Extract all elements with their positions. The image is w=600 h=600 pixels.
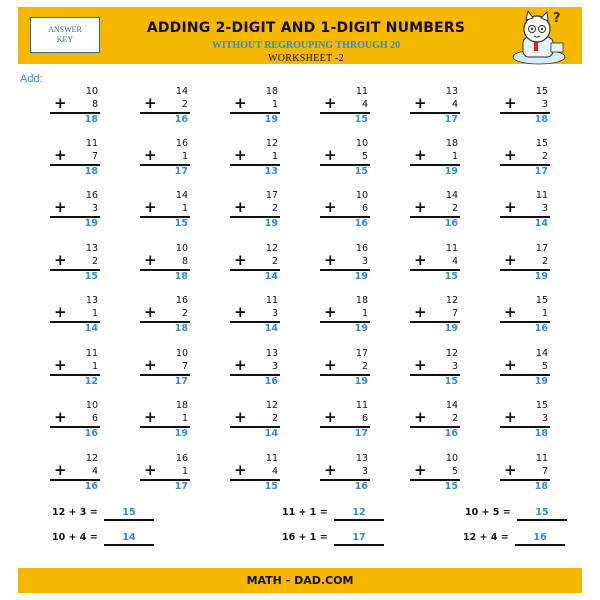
addition-problem <box>404 453 462 493</box>
addend-top: 10 <box>175 243 188 254</box>
addend-bottom: 7 <box>451 308 458 319</box>
answer-value: 15 <box>354 166 368 177</box>
addend-bottom: 3 <box>361 256 368 267</box>
addend-bottom: 3 <box>451 361 458 372</box>
answer-value: 14 <box>534 218 548 229</box>
plus-sign-icon: + <box>234 303 247 321</box>
plus-sign-icon: + <box>504 356 517 374</box>
addend-top: 16 <box>175 138 188 149</box>
plus-sign-icon: + <box>234 356 247 374</box>
answer-value: 19 <box>534 271 548 282</box>
plus-sign-icon: + <box>144 303 157 321</box>
addend-top: 14 <box>445 400 458 411</box>
addition-problem <box>314 138 372 178</box>
answer-value: 16 <box>444 428 458 439</box>
plus-sign-icon: + <box>324 356 337 374</box>
plus-sign-icon: + <box>144 251 157 269</box>
equation-text: 11 + 1 = <box>282 507 328 518</box>
answer-value: 19 <box>174 428 188 439</box>
plus-sign-icon: + <box>414 251 427 269</box>
problem-grid <box>44 86 564 494</box>
answer-value: 19 <box>264 114 278 125</box>
addend-bottom: 3 <box>541 99 548 110</box>
horizontal-addition-problem <box>282 507 402 523</box>
addend-top: 11 <box>265 453 278 464</box>
addition-problem <box>224 453 282 493</box>
addend-bottom: 2 <box>541 256 548 267</box>
worksheet-number: WORKSHEET -2 <box>268 53 344 64</box>
plus-sign-icon: + <box>144 94 157 112</box>
addend-top: 13 <box>265 348 278 359</box>
answer-value: 15 <box>174 218 188 229</box>
addition-problem <box>404 190 462 230</box>
addend-top: 13 <box>85 295 98 306</box>
addend-bottom: 1 <box>181 203 188 214</box>
plus-sign-icon: + <box>234 94 247 112</box>
addend-top: 11 <box>445 243 458 254</box>
addend-top: 16 <box>175 453 188 464</box>
addition-problem <box>494 400 552 440</box>
addend-top: 12 <box>265 400 278 411</box>
addition-problem <box>314 453 372 493</box>
plus-sign-icon: + <box>414 94 427 112</box>
addend-bottom: 3 <box>271 361 278 372</box>
worksheet-title: ADDING 2-DIGIT AND 1-DIGIT NUMBERS <box>146 20 466 36</box>
addition-problem <box>44 86 102 126</box>
plus-sign-icon: + <box>234 198 247 216</box>
worksheet-subtitle: WITHOUT REGROUPING THROUGH 20 <box>211 40 401 51</box>
addend-bottom: 8 <box>91 99 98 110</box>
addend-top: 14 <box>175 190 188 201</box>
addend-top: 18 <box>445 138 458 149</box>
answer-blank-line <box>517 519 567 521</box>
addend-top: 13 <box>85 243 98 254</box>
answer-value: 18 <box>84 166 98 177</box>
plus-sign-icon: + <box>504 408 517 426</box>
answer-value: 19 <box>444 323 458 334</box>
answer-value: 16 <box>444 218 458 229</box>
plus-sign-icon: + <box>324 146 337 164</box>
addition-problem <box>314 86 372 126</box>
addend-bottom: 2 <box>451 413 458 424</box>
plus-sign-icon: + <box>504 303 517 321</box>
plus-sign-icon: + <box>414 146 427 164</box>
plus-sign-icon: + <box>54 251 67 269</box>
answer-value: 16 <box>354 481 368 492</box>
answer-value: 15 <box>122 507 136 518</box>
addend-bottom: 6 <box>361 203 368 214</box>
addend-top: 11 <box>265 295 278 306</box>
addend-top: 10 <box>85 400 98 411</box>
plus-sign-icon: + <box>324 94 337 112</box>
plus-sign-icon: + <box>324 198 337 216</box>
addition-problem <box>134 295 192 335</box>
addend-top: 17 <box>535 243 548 254</box>
answer-value: 17 <box>174 376 188 387</box>
equation-text: 10 + 5 = <box>465 507 511 518</box>
plus-sign-icon: + <box>54 94 67 112</box>
addend-top: 15 <box>535 86 548 97</box>
addend-top: 10 <box>85 86 98 97</box>
addend-bottom: 3 <box>91 203 98 214</box>
answer-value: 17 <box>534 166 548 177</box>
addend-bottom: 7 <box>181 361 188 372</box>
addend-bottom: 2 <box>361 361 368 372</box>
plus-sign-icon: + <box>414 461 427 479</box>
addition-problem <box>494 86 552 126</box>
addend-top: 11 <box>85 138 98 149</box>
addend-bottom: 1 <box>91 308 98 319</box>
answer-value: 15 <box>354 114 368 125</box>
footer-brand: MATH - DAD.COM <box>18 568 582 593</box>
addend-bottom: 1 <box>541 308 548 319</box>
header-banner <box>18 7 582 64</box>
plus-sign-icon: + <box>234 146 247 164</box>
answer-value: 14 <box>264 428 278 439</box>
answer-value: 15 <box>84 271 98 282</box>
addend-bottom: 1 <box>181 466 188 477</box>
addend-bottom: 2 <box>271 203 278 214</box>
addition-problem <box>404 243 462 283</box>
answer-value: 19 <box>444 166 458 177</box>
horizontal-addition-problem <box>52 532 172 548</box>
addend-bottom: 1 <box>181 413 188 424</box>
answer-value: 14 <box>264 323 278 334</box>
plus-sign-icon: + <box>504 251 517 269</box>
addend-top: 16 <box>85 190 98 201</box>
horizontal-addition-problem <box>465 507 585 523</box>
answer-value: 19 <box>84 218 98 229</box>
plus-sign-icon: + <box>144 408 157 426</box>
addend-top: 12 <box>445 295 458 306</box>
addend-top: 11 <box>535 190 548 201</box>
addend-bottom: 4 <box>451 99 458 110</box>
addend-bottom: 6 <box>91 413 98 424</box>
equation-text: 12 + 3 = <box>52 507 98 518</box>
answer-value: 18 <box>534 114 548 125</box>
addend-top: 11 <box>355 400 368 411</box>
equation-text: 12 + 4 = <box>463 532 509 543</box>
plus-sign-icon: + <box>234 408 247 426</box>
addend-top: 15 <box>535 138 548 149</box>
answer-value: 19 <box>534 376 548 387</box>
addition-problem <box>224 295 282 335</box>
plus-sign-icon: + <box>54 461 67 479</box>
answer-value: 16 <box>84 428 98 439</box>
answer-blank-line <box>515 544 565 546</box>
plus-sign-icon: + <box>144 356 157 374</box>
addition-problem <box>314 243 372 283</box>
addition-problem <box>224 243 282 283</box>
plus-sign-icon: + <box>324 408 337 426</box>
answer-value: 18 <box>534 481 548 492</box>
addition-problem <box>494 190 552 230</box>
answer-value: 16 <box>533 532 547 543</box>
plus-sign-icon: + <box>54 303 67 321</box>
addend-bottom: 4 <box>91 466 98 477</box>
plus-sign-icon: + <box>324 251 337 269</box>
addend-top: 18 <box>355 295 368 306</box>
answer-value: 19 <box>264 218 278 229</box>
answer-value: 17 <box>444 114 458 125</box>
svg-text:?: ? <box>553 11 561 26</box>
plus-sign-icon: + <box>414 198 427 216</box>
addend-bottom: 5 <box>451 466 458 477</box>
plus-sign-icon: + <box>234 461 247 479</box>
addend-top: 15 <box>535 295 548 306</box>
addition-problem <box>494 453 552 493</box>
addend-top: 10 <box>445 453 458 464</box>
addend-top: 12 <box>265 243 278 254</box>
addend-top: 12 <box>445 348 458 359</box>
addend-top: 11 <box>355 86 368 97</box>
answer-value: 15 <box>444 271 458 282</box>
addition-problem <box>314 295 372 335</box>
addend-bottom: 1 <box>271 99 278 110</box>
answer-value: 18 <box>84 114 98 125</box>
answer-value: 19 <box>354 271 368 282</box>
plus-sign-icon: + <box>324 303 337 321</box>
plus-sign-icon: + <box>504 94 517 112</box>
horizontal-addition-problem <box>52 507 172 523</box>
addition-problem <box>44 453 102 493</box>
addition-problem <box>134 138 192 178</box>
addition-problem <box>224 190 282 230</box>
addend-bottom: 4 <box>271 466 278 477</box>
addition-problem <box>314 190 372 230</box>
answer-value: 15 <box>444 481 458 492</box>
addend-top: 14 <box>445 190 458 201</box>
answer-value: 12 <box>352 507 366 518</box>
addition-problem <box>134 243 192 283</box>
answer-blank-line <box>334 544 384 546</box>
addend-top: 14 <box>175 86 188 97</box>
addend-bottom: 8 <box>181 256 188 267</box>
addition-problem <box>404 295 462 335</box>
answer-value: 17 <box>352 532 366 543</box>
addend-bottom: 6 <box>361 413 368 424</box>
addend-bottom: 1 <box>181 151 188 162</box>
answer-value: 18 <box>174 323 188 334</box>
addition-problem <box>224 86 282 126</box>
addend-top: 15 <box>535 400 548 411</box>
addend-bottom: 4 <box>361 99 368 110</box>
plus-sign-icon: + <box>414 356 427 374</box>
answer-value: 14 <box>264 271 278 282</box>
addition-problem <box>494 138 552 178</box>
addition-problem <box>494 348 552 388</box>
addend-top: 16 <box>355 243 368 254</box>
addition-problem <box>134 400 192 440</box>
answer-key-line2: KEY <box>56 35 74 44</box>
equation-text: 16 + 1 = <box>282 532 328 543</box>
addition-problem <box>134 86 192 126</box>
addition-problem <box>44 190 102 230</box>
plus-sign-icon: + <box>324 461 337 479</box>
answer-blank-line <box>334 519 384 521</box>
plus-sign-icon: + <box>54 408 67 426</box>
addend-bottom: 3 <box>541 203 548 214</box>
addend-top: 10 <box>355 190 368 201</box>
addend-top: 12 <box>85 453 98 464</box>
answer-value: 15 <box>535 507 549 518</box>
answer-value: 18 <box>534 428 548 439</box>
addend-bottom: 7 <box>541 466 548 477</box>
answer-value: 16 <box>264 376 278 387</box>
addend-top: 16 <box>175 295 188 306</box>
addend-top: 11 <box>85 348 98 359</box>
plus-sign-icon: + <box>504 461 517 479</box>
plus-sign-icon: + <box>414 408 427 426</box>
answer-value: 13 <box>264 166 278 177</box>
answer-value: 17 <box>354 428 368 439</box>
addend-top: 18 <box>175 400 188 411</box>
answer-value: 16 <box>84 481 98 492</box>
addend-top: 18 <box>265 86 278 97</box>
addition-problem <box>404 400 462 440</box>
addend-bottom: 1 <box>361 308 368 319</box>
plus-sign-icon: + <box>504 198 517 216</box>
addend-bottom: 2 <box>451 203 458 214</box>
addition-problem <box>134 190 192 230</box>
addition-problem <box>404 348 462 388</box>
addend-bottom: 2 <box>181 308 188 319</box>
addition-problem <box>494 295 552 335</box>
answer-value: 18 <box>174 271 188 282</box>
addend-bottom: 1 <box>271 151 278 162</box>
addition-problem <box>224 400 282 440</box>
plus-sign-icon: + <box>414 303 427 321</box>
plus-sign-icon: + <box>144 461 157 479</box>
addition-problem <box>404 86 462 126</box>
plus-sign-icon: + <box>144 146 157 164</box>
answer-value: 14 <box>122 532 136 543</box>
plus-sign-icon: + <box>54 146 67 164</box>
answer-value: 16 <box>534 323 548 334</box>
addition-problem <box>44 243 102 283</box>
answer-value: 17 <box>174 166 188 177</box>
addend-bottom: 2 <box>541 151 548 162</box>
addend-bottom: 2 <box>271 413 278 424</box>
addition-problem <box>44 295 102 335</box>
answer-key-badge <box>30 17 100 53</box>
answer-value: 15 <box>264 481 278 492</box>
answer-value: 14 <box>84 323 98 334</box>
addition-problem <box>314 400 372 440</box>
answer-value: 12 <box>84 376 98 387</box>
plus-sign-icon: + <box>54 198 67 216</box>
addend-bottom: 7 <box>91 151 98 162</box>
plus-sign-icon: + <box>234 251 247 269</box>
addend-top: 10 <box>355 138 368 149</box>
answer-blank-line <box>104 544 154 546</box>
addition-problem <box>494 243 552 283</box>
addend-bottom: 5 <box>361 151 368 162</box>
answer-blank-line <box>104 519 154 521</box>
answer-value: 19 <box>354 376 368 387</box>
addition-problem <box>44 348 102 388</box>
addend-top: 13 <box>355 453 368 464</box>
addend-bottom: 2 <box>181 99 188 110</box>
addend-bottom: 3 <box>541 413 548 424</box>
addend-top: 17 <box>265 190 278 201</box>
answer-key-line1: ANSWER <box>48 25 82 34</box>
plus-sign-icon: + <box>504 146 517 164</box>
addend-bottom: 3 <box>361 466 368 477</box>
addend-top: 11 <box>535 453 548 464</box>
addend-top: 14 <box>535 348 548 359</box>
plus-sign-icon: + <box>54 356 67 374</box>
addend-top: 10 <box>175 348 188 359</box>
answer-value: 15 <box>444 376 458 387</box>
addend-top: 17 <box>355 348 368 359</box>
answer-value: 16 <box>354 218 368 229</box>
addend-top: 13 <box>445 86 458 97</box>
cat-mascot-icon <box>501 9 577 65</box>
answer-value: 19 <box>354 323 368 334</box>
addition-problem <box>404 138 462 178</box>
addition-problem <box>314 348 372 388</box>
horizontal-addition-problem <box>463 532 583 548</box>
instruction-label: Add: <box>20 73 43 85</box>
addition-problem <box>224 348 282 388</box>
addend-bottom: 2 <box>91 256 98 267</box>
addition-problem <box>44 400 102 440</box>
addition-problem <box>44 138 102 178</box>
horizontal-addition-problem <box>282 532 402 548</box>
addition-problem <box>134 348 192 388</box>
addend-bottom: 5 <box>541 361 548 372</box>
plus-sign-icon: + <box>144 198 157 216</box>
addition-problem <box>134 453 192 493</box>
addend-bottom: 2 <box>271 256 278 267</box>
addition-problem <box>224 138 282 178</box>
addend-bottom: 3 <box>271 308 278 319</box>
addend-top: 12 <box>265 138 278 149</box>
equation-text: 10 + 4 = <box>52 532 98 543</box>
addend-bottom: 4 <box>451 256 458 267</box>
answer-value: 16 <box>174 114 188 125</box>
addend-bottom: 1 <box>91 361 98 372</box>
addend-bottom: 1 <box>451 151 458 162</box>
answer-value: 17 <box>174 481 188 492</box>
